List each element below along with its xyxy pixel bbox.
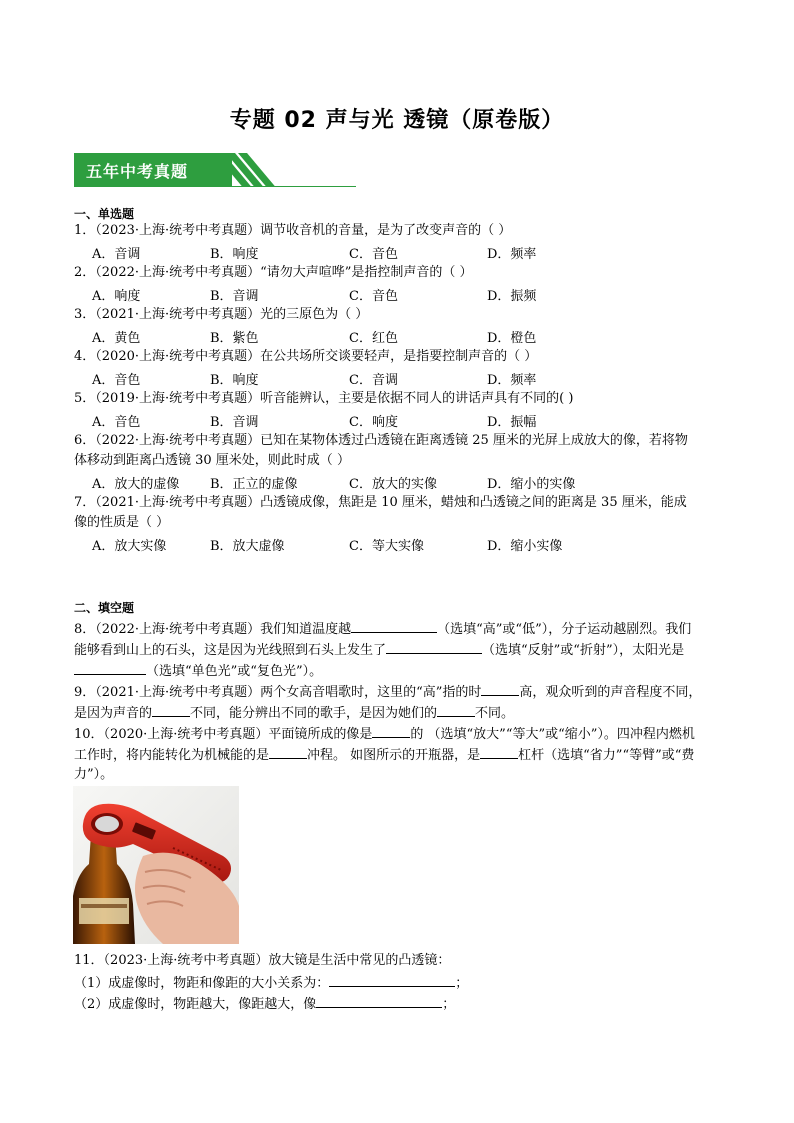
option: D．缩小实像 (487, 539, 563, 554)
option: A．音调 (92, 247, 141, 262)
option: C．音调 (349, 373, 398, 388)
answer-blank[interactable] (74, 659, 146, 675)
option: C．放大的实像 (349, 477, 437, 492)
option: A．音色 (92, 415, 141, 430)
text: 是因为声音的 (74, 706, 153, 721)
section-heading-fill: 二、填空题 (74, 601, 135, 615)
text: 工作时，将内能转化为机械能的是 (74, 748, 270, 763)
question-6-line-2: 体移动到距离凸透镜 30 厘米处，则此时成（ ） (74, 453, 350, 468)
banner-text: 五年中考真题 (86, 162, 189, 181)
question-7-line-2: 像的性质是（ ） (74, 515, 170, 530)
text: （2）成虚像时，物距越大，像距越大，像 (74, 997, 317, 1012)
options-1 (92, 243, 712, 263)
answer-blank[interactable] (372, 722, 410, 738)
question-8-line-1 (74, 617, 724, 640)
answer-blank[interactable] (386, 638, 482, 654)
option: C．响度 (349, 415, 398, 430)
question-5: 5．（2019·上海·统考中考真题）听音能辨认，主要是依据不同人的讲话声具有不同的( ) (74, 391, 574, 406)
text: 8．（2022·上海·统考中考真题）我们知道温度越 (74, 622, 352, 637)
text: 不同，能分辨出不同的歌手，是因为她们的 (190, 706, 438, 721)
option: A．音色 (92, 373, 141, 388)
text: ； (455, 976, 469, 991)
option: D．频率 (487, 373, 537, 388)
text: （1）成虚像时，物距和像距的大小关系为： (74, 976, 330, 991)
option: B．放大虚像 (210, 539, 285, 554)
options-5 (92, 411, 712, 431)
text: （选填“单色光”或“复色光”）。 (146, 664, 323, 679)
text: （选填“反射”或“折射”），太阳光是 (482, 643, 685, 658)
question-2: 2．（2022·上海·统考中考真题）“请勿大声喧哗”是指控制声音的（ ） (74, 265, 473, 280)
text: 能够看到山上的石头，这是因为光线照到石头上发生了 (74, 643, 387, 658)
text: 高，观众听到的声音程度不同， (519, 685, 702, 700)
text: 的 （选填“放大”“等大”或“缩小”）。四冲程内燃机 (410, 727, 695, 742)
question-4: 4．（2020·上海·统考中考真题）在公共场所交谈要轻声，是指要控制声音的（ ） (74, 349, 538, 364)
option: B．响度 (210, 373, 259, 388)
banner-box (74, 153, 232, 186)
question-7-line-1: 7．（2021·上海·统考中考真题）凸透镜成像，焦距是 10 厘米，蜡烛和凸透镜之间的距离是 35 厘米，能成 (74, 495, 687, 510)
option: B．音调 (210, 415, 259, 430)
answer-blank[interactable] (481, 680, 519, 696)
option: D．缩小的实像 (487, 477, 576, 492)
answer-blank[interactable] (152, 701, 190, 717)
answer-blank[interactable] (316, 992, 442, 1008)
answer-blank[interactable] (329, 971, 455, 987)
question-10-line-2 (74, 743, 724, 766)
text: ； (442, 997, 456, 1012)
question-1: 1．（2023·上海·统考中考真题）调节收音机的音量，是为了改变声音的（ ） (74, 223, 512, 238)
question-9-line-2 (74, 701, 724, 724)
section-heading-single: 一、单选题 (74, 207, 135, 221)
question-11: 11．（2023·上海·统考中考真题）放大镜是生活中常见的凸透镜： (74, 953, 451, 968)
option: D．橙色 (487, 331, 537, 346)
section-banner (74, 152, 356, 188)
option: B．紫色 (210, 331, 259, 346)
option: A．放大的虚像 (92, 477, 180, 492)
option: D．振频 (487, 289, 537, 304)
option: C．音色 (349, 247, 398, 262)
question-6-line-1: 6．（2022·上海·统考中考真题）已知在某物体透过凸透镜在距离透镜 25 厘米的光屏上成放大的像，若将物 (74, 433, 688, 448)
answer-blank[interactable] (437, 701, 475, 717)
question-10-line-3: 力”）。 (74, 767, 114, 782)
question-11-sub-2 (74, 992, 724, 1015)
text: （选填“高”或“低”），分子运动越剧烈。我们 (437, 622, 692, 637)
option: B．正立的虚像 (210, 477, 298, 492)
option: A．放大实像 (92, 539, 167, 554)
text: 不同。 (475, 706, 515, 721)
options-7 (92, 535, 712, 555)
text: 杠杆（选填“省力”“等臂”或“费 (518, 748, 695, 763)
question-8-line-3 (74, 659, 724, 682)
options-2 (92, 285, 712, 305)
option: C．等大实像 (349, 539, 424, 554)
options-3 (92, 327, 712, 347)
option: B．响度 (210, 247, 259, 262)
text: 9．（2021·上海·统考中考真题）两个女高音唱歌时，这里的“高”指的时 (74, 685, 482, 700)
option: B．音调 (210, 289, 259, 304)
answer-blank[interactable] (480, 743, 518, 759)
banner-underline (74, 186, 356, 187)
page-title: 专题 02 声与光 透镜（原卷版） (229, 108, 565, 133)
question-3: 3．（2021·上海·统考中考真题）光的三原色为（ ） (74, 307, 369, 322)
options-4 (92, 369, 712, 389)
question-10-line-1 (74, 722, 724, 745)
option: D．频率 (487, 247, 537, 262)
answer-blank[interactable] (351, 617, 437, 633)
answer-blank[interactable] (269, 743, 307, 759)
question-9-line-1 (74, 680, 724, 703)
text: 10．（2020·上海·统考中考真题）平面镜所成的像是 (74, 727, 373, 742)
option: C．红色 (349, 331, 398, 346)
bottle-opener-photo (73, 786, 239, 944)
question-11-sub-1 (74, 971, 724, 994)
bottle-opener-icon (73, 786, 239, 944)
question-8-line-2 (74, 638, 724, 661)
option: A．响度 (92, 289, 141, 304)
option: C．音色 (349, 289, 398, 304)
option: A．黄色 (92, 331, 141, 346)
text: 冲程。 如图所示的开瓶器，是 (307, 748, 481, 763)
options-6 (92, 473, 712, 493)
option: D．振幅 (487, 415, 537, 430)
